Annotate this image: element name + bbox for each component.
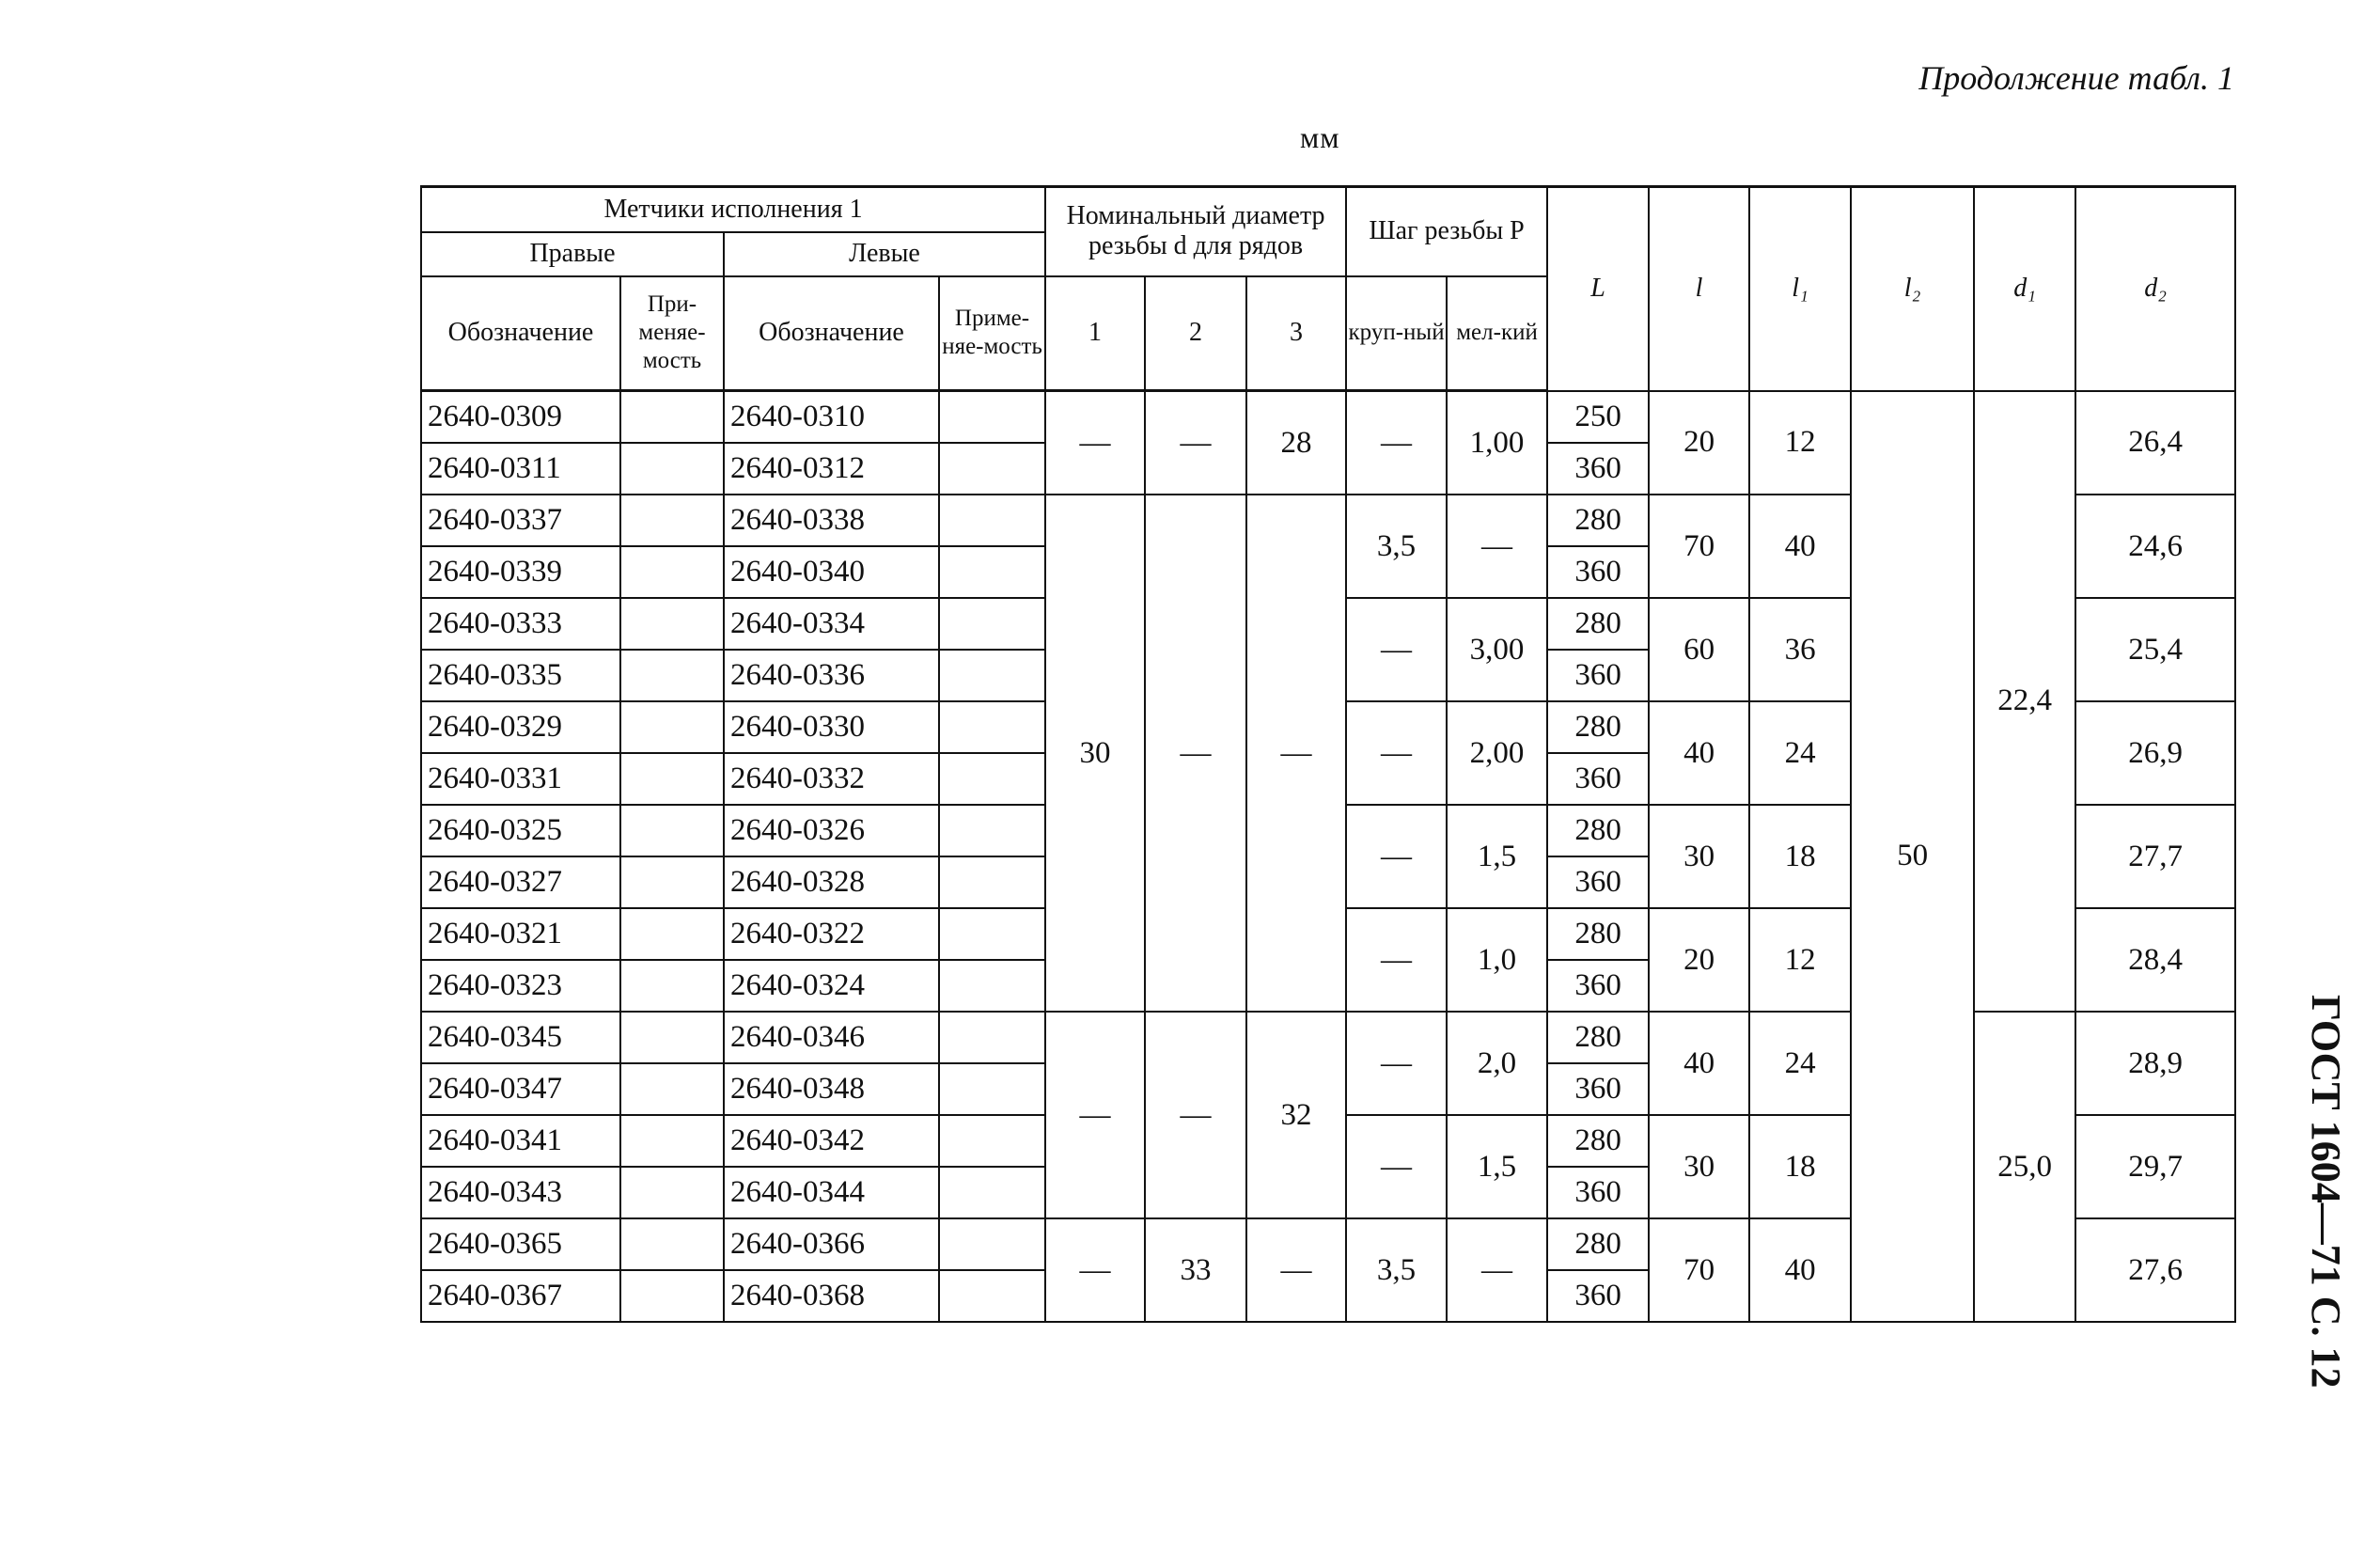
L-value: 360 [1547, 546, 1649, 598]
right-applicability [620, 701, 724, 753]
right-designation: 2640-0325 [421, 805, 620, 856]
right-applicability [620, 1115, 724, 1167]
l1-value: 12 [1749, 908, 1851, 1012]
row1-value: 30 [1045, 495, 1145, 1012]
left-designation: 2640-0336 [724, 650, 939, 701]
nominal-diameter-header: Номинальный диаметр резьбы d для рядов [1045, 187, 1346, 276]
left-applicability [939, 1063, 1045, 1115]
d2-value: 29,7 [2075, 1115, 2235, 1218]
row3-value: — [1246, 495, 1346, 1012]
left-designation: 2640-0322 [724, 908, 939, 960]
left-applicability [939, 495, 1045, 546]
l-value: 40 [1649, 1012, 1749, 1115]
designation-right-header: Обозначение [421, 276, 620, 391]
right-designation: 2640-0337 [421, 495, 620, 546]
right-designation: 2640-0345 [421, 1012, 620, 1063]
L-value: 280 [1547, 908, 1649, 960]
right-designation: 2640-0323 [421, 960, 620, 1012]
d2-value: 24,6 [2075, 495, 2235, 598]
right-applicability [620, 960, 724, 1012]
L-value: 360 [1547, 1063, 1649, 1115]
right-applicability [620, 1270, 724, 1322]
d1-value: 22,4 [1974, 391, 2075, 1013]
left-designation: 2640-0348 [724, 1063, 939, 1115]
fine-pitch: 3,00 [1447, 598, 1547, 701]
right-designation: 2640-0329 [421, 701, 620, 753]
left-applicability [939, 598, 1045, 650]
left-designation: 2640-0328 [724, 856, 939, 908]
L-value: 280 [1547, 495, 1649, 546]
d2-value: 28,4 [2075, 908, 2235, 1012]
l1-value: 18 [1749, 1115, 1851, 1218]
l1-header: l₁ [1749, 187, 1851, 391]
fine-pitch: 1,5 [1447, 1115, 1547, 1218]
l-value: 20 [1649, 908, 1749, 1012]
right-applicability [620, 805, 724, 856]
l1-value: 40 [1749, 1218, 1851, 1322]
left-designation: 2640-0326 [724, 805, 939, 856]
fine-pitch: 1,5 [1447, 805, 1547, 908]
left-designation: 2640-0346 [724, 1012, 939, 1063]
L-value: 360 [1547, 753, 1649, 805]
l1-value: 12 [1749, 391, 1851, 495]
left-designation: 2640-0310 [724, 391, 939, 444]
coarse-pitch: — [1346, 598, 1447, 701]
table-body [421, 391, 2235, 1323]
L-value: 280 [1547, 598, 1649, 650]
right-applicability [620, 1063, 724, 1115]
left-applicability [939, 443, 1045, 495]
right-designation: 2640-0347 [421, 1063, 620, 1115]
row2-value: — [1145, 495, 1246, 1012]
row3-value: 28 [1246, 391, 1346, 495]
coarse-pitch: — [1346, 805, 1447, 908]
d1-header: d₁ [1974, 187, 2075, 391]
left-applicability [939, 753, 1045, 805]
coarse-pitch-header: круп-ный [1346, 276, 1447, 391]
l-value: 30 [1649, 1115, 1749, 1218]
d2-value: 27,7 [2075, 805, 2235, 908]
left-applicability [939, 546, 1045, 598]
coarse-pitch: — [1346, 391, 1447, 495]
right-designation: 2640-0309 [421, 391, 620, 444]
right-designation: 2640-0335 [421, 650, 620, 701]
coarse-pitch: — [1346, 1012, 1447, 1115]
left-designation: 2640-0312 [724, 443, 939, 495]
d2-header: d₂ [2075, 187, 2235, 391]
L-value: 280 [1547, 1115, 1649, 1167]
right-designation: 2640-0367 [421, 1270, 620, 1322]
right-designation: 2640-0365 [421, 1218, 620, 1270]
row3-value: 32 [1246, 1012, 1346, 1218]
applicability-right-header: При-меняе-мость [620, 276, 724, 391]
left-applicability [939, 391, 1045, 444]
left-applicability [939, 650, 1045, 701]
right-applicability [620, 856, 724, 908]
left-designation: 2640-0338 [724, 495, 939, 546]
right-applicability [620, 753, 724, 805]
fine-pitch: — [1447, 495, 1547, 598]
L-value: 280 [1547, 1012, 1649, 1063]
L-value: 250 [1547, 391, 1649, 444]
left-applicability [939, 1270, 1045, 1322]
l-value: 20 [1649, 391, 1749, 495]
right-applicability [620, 546, 724, 598]
L-value: 280 [1547, 805, 1649, 856]
l-header: l [1649, 187, 1749, 391]
d2-value: 26,9 [2075, 701, 2235, 805]
left-applicability [939, 856, 1045, 908]
fine-pitch-header: мел-кий [1447, 276, 1547, 391]
left-applicability [939, 1167, 1045, 1218]
left-applicability [939, 1218, 1045, 1270]
l1-value: 40 [1749, 495, 1851, 598]
table-row [421, 391, 2235, 444]
right-applicability [620, 598, 724, 650]
pitch-header: Шаг резьбы P [1346, 187, 1547, 276]
L-value: 360 [1547, 1270, 1649, 1322]
right-applicability [620, 1167, 724, 1218]
fine-pitch: 2,0 [1447, 1012, 1547, 1115]
left-designation: 2640-0366 [724, 1218, 939, 1270]
left-applicability [939, 960, 1045, 1012]
row2-value: 33 [1145, 1218, 1246, 1322]
l-value: 70 [1649, 1218, 1749, 1322]
L-value: 360 [1547, 443, 1649, 495]
unit-label: мм [1300, 120, 1340, 154]
fine-pitch: 1,00 [1447, 391, 1547, 495]
l1-value: 18 [1749, 805, 1851, 908]
left-applicability [939, 1115, 1045, 1167]
right-applicability [620, 443, 724, 495]
taps-header: Метчики исполнения 1 [421, 187, 1045, 232]
table-header [421, 187, 2235, 391]
left-designation: 2640-0330 [724, 701, 939, 753]
left-designation: 2640-0368 [724, 1270, 939, 1322]
L-value: 360 [1547, 1167, 1649, 1218]
right-applicability [620, 1218, 724, 1270]
left-designation: 2640-0334 [724, 598, 939, 650]
right-designation: 2640-0343 [421, 1167, 620, 1218]
right-taps-header: Правые [421, 232, 724, 276]
right-applicability [620, 1012, 724, 1063]
right-applicability [620, 495, 724, 546]
left-designation: 2640-0332 [724, 753, 939, 805]
coarse-pitch: — [1346, 908, 1447, 1012]
row3-header: 3 [1246, 276, 1346, 391]
row1-value: — [1045, 391, 1145, 495]
l-value: 70 [1649, 495, 1749, 598]
fine-pitch: 1,0 [1447, 908, 1547, 1012]
left-designation: 2640-0340 [724, 546, 939, 598]
right-designation: 2640-0311 [421, 443, 620, 495]
l-value: 30 [1649, 805, 1749, 908]
row2-value: — [1145, 391, 1246, 495]
right-designation: 2640-0327 [421, 856, 620, 908]
right-designation: 2640-0339 [421, 546, 620, 598]
l-value: 40 [1649, 701, 1749, 805]
coarse-pitch: 3,5 [1346, 495, 1447, 598]
left-applicability [939, 701, 1045, 753]
right-designation: 2640-0331 [421, 753, 620, 805]
coarse-pitch: — [1346, 701, 1447, 805]
coarse-pitch: 3,5 [1346, 1218, 1447, 1322]
l1-value: 24 [1749, 701, 1851, 805]
l2-value: 50 [1851, 391, 1974, 1323]
d2-value: 25,4 [2075, 598, 2235, 701]
side-label-wrap [2303, 995, 2380, 1389]
right-designation: 2640-0321 [421, 908, 620, 960]
L-value: 360 [1547, 856, 1649, 908]
L-value: 360 [1547, 650, 1649, 701]
right-applicability [620, 908, 724, 960]
left-taps-header: Левые [724, 232, 1045, 276]
l1-value: 24 [1749, 1012, 1851, 1115]
left-designation: 2640-0324 [724, 960, 939, 1012]
row1-value: — [1045, 1218, 1145, 1322]
right-designation: 2640-0341 [421, 1115, 620, 1167]
l-value: 60 [1649, 598, 1749, 701]
row2-value: — [1145, 1012, 1246, 1218]
fine-pitch: 2,00 [1447, 701, 1547, 805]
coarse-pitch: — [1346, 1115, 1447, 1218]
row2-header: 2 [1145, 276, 1246, 391]
left-designation: 2640-0342 [724, 1115, 939, 1167]
applicability-left-header: Приме-няе-мость [939, 276, 1045, 391]
dimensions-table [420, 185, 2236, 1323]
gost-side-label: ГОСТ 1604—71 С. 12 [2303, 995, 2349, 1389]
left-applicability [939, 908, 1045, 960]
L-value: 360 [1547, 960, 1649, 1012]
d2-value: 27,6 [2075, 1218, 2235, 1322]
left-designation: 2640-0344 [724, 1167, 939, 1218]
d2-value: 28,9 [2075, 1012, 2235, 1115]
left-applicability [939, 805, 1045, 856]
designation-left-header: Обозначение [724, 276, 939, 391]
d2-value: 26,4 [2075, 391, 2235, 495]
L-value: 280 [1547, 701, 1649, 753]
L-header: L [1547, 187, 1649, 391]
d1-value: 25,0 [1974, 1012, 2075, 1322]
left-applicability [939, 1012, 1045, 1063]
row1-header: 1 [1045, 276, 1145, 391]
right-applicability [620, 391, 724, 444]
fine-pitch: — [1447, 1218, 1547, 1322]
l1-value: 36 [1749, 598, 1851, 701]
row1-value: — [1045, 1012, 1145, 1218]
row3-value: — [1246, 1218, 1346, 1322]
right-applicability [620, 650, 724, 701]
continuation-label: Продолжение табл. 1 [1918, 59, 2234, 97]
right-designation: 2640-0333 [421, 598, 620, 650]
L-value: 280 [1547, 1218, 1649, 1270]
l2-header: l₂ [1851, 187, 1974, 391]
